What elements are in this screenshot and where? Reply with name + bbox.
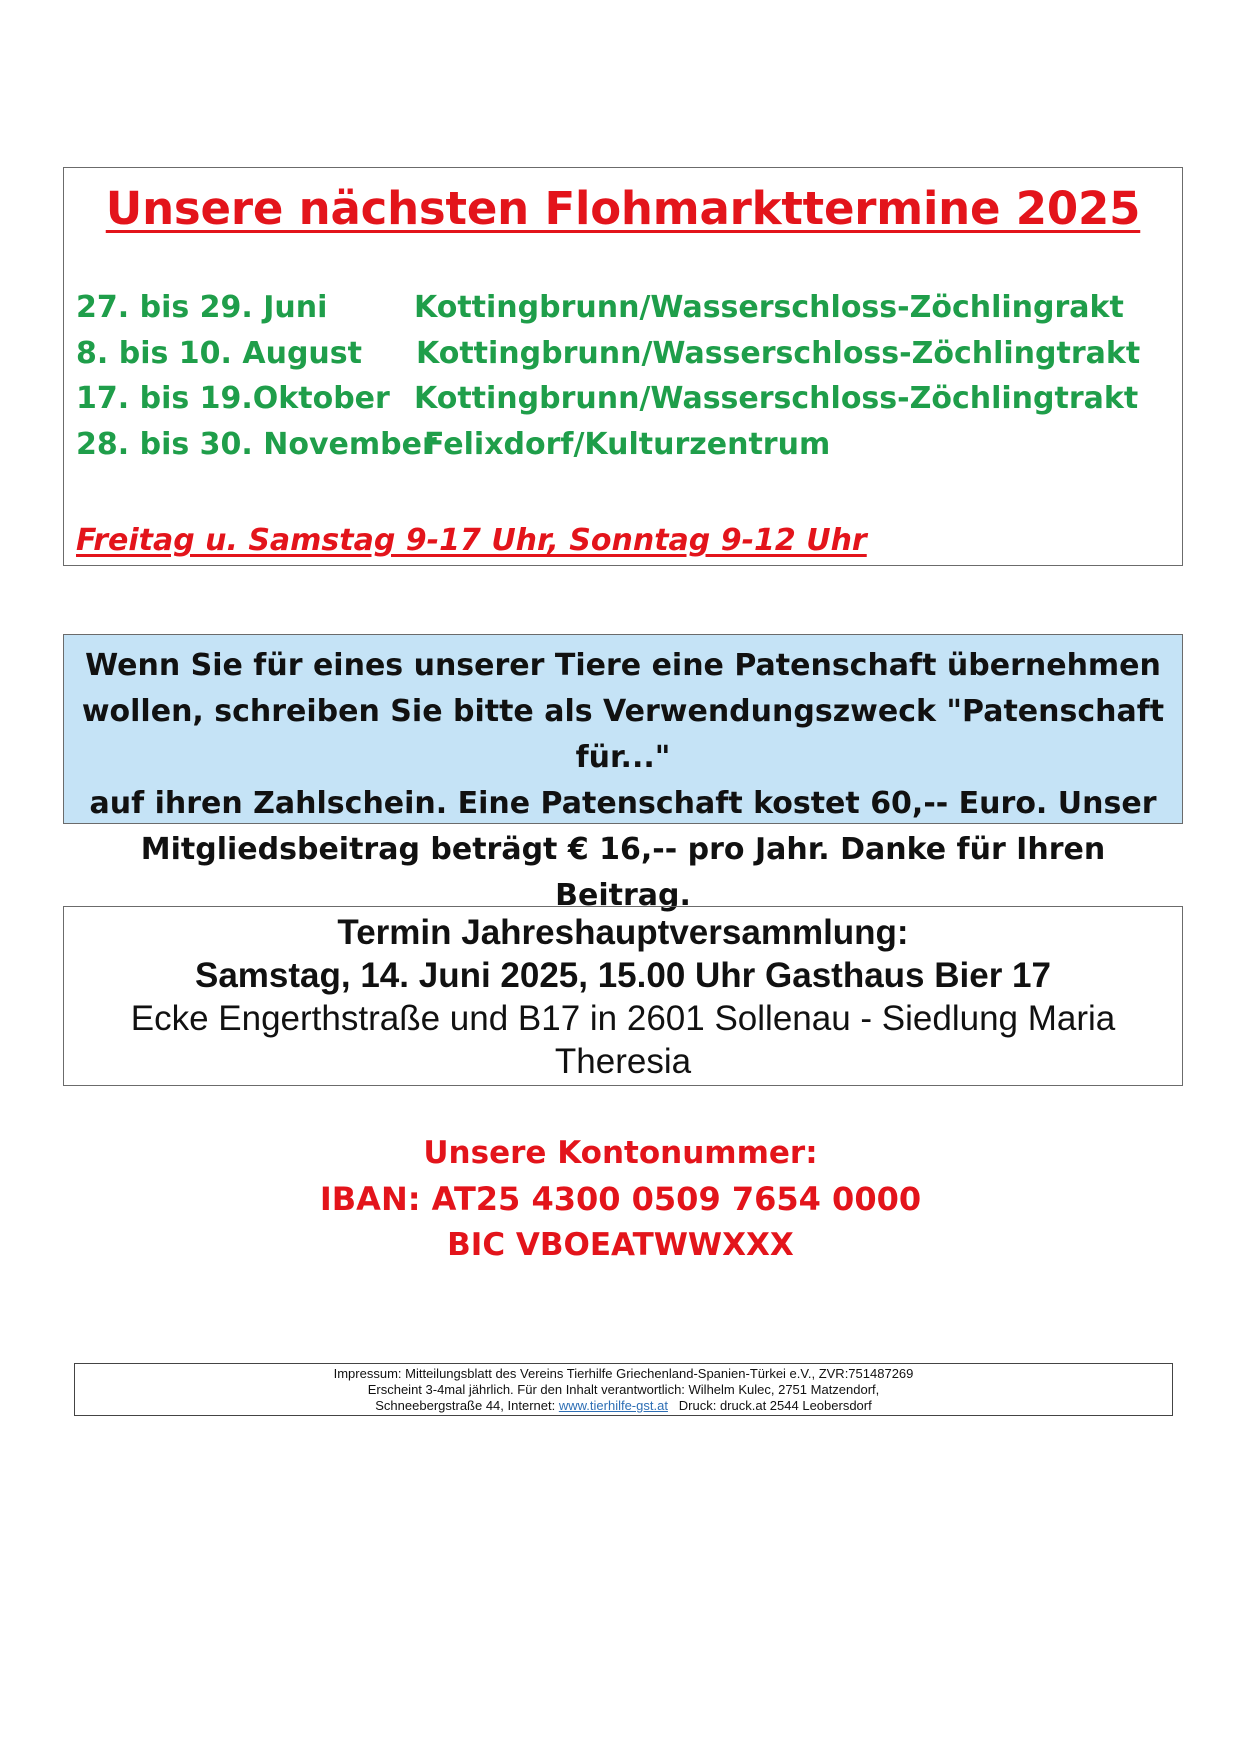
website-link[interactable]: www.tierhilfe-gst.at: [558, 1398, 668, 1413]
patenschaft-line: auf ihren Zahlschein. Eine Patenschaft kostet 60,-- Euro. Unser: [89, 786, 1157, 821]
patenschaft-box: [63, 634, 1183, 913]
bank-account: [0, 1130, 1241, 1268]
flohmarkt-title: Unsere nächsten Flohmarkttermine 2025: [105, 182, 1141, 235]
impressum-line: [75, 1398, 1172, 1414]
impressum-line: Erscheint 3-4mal jährlich. Für den Inhalt verantwortlich: Wilhelm Kulec, 2751 Matzendorf,: [367, 1382, 880, 1397]
bank-account-heading: Unsere Kontonummer:: [423, 1135, 818, 1171]
impressum-line: Impressum: Mitteilungsblatt des Vereins Tierhilfe Griechenland-Spanien-Türkei e.V., ZVR:751487269: [333, 1366, 914, 1381]
impressum-address: Schneebergstraße 44, Internet:: [375, 1398, 556, 1413]
jhv-title: Termin Jahreshauptversammlung:: [337, 913, 909, 952]
patenschaft-line: Mitgliedsbeitrag beträgt € 16,-- pro Jahr. Danke für Ihren Beitrag.: [140, 832, 1106, 913]
flohmarkt-location: Felixdorf/Kulturzentrum: [424, 427, 831, 462]
patenschaft-line: wollen, schreiben Sie bitte als Verwendungszweck "Patenschaft für...": [81, 694, 1165, 775]
jhv-address-line: Theresia: [554, 1042, 692, 1081]
iban: IBAN: AT25 4300 0509 7654 0000: [319, 1180, 922, 1218]
jhv-date: Samstag, 14. Juni 2025, 15.00 Uhr Gasthaus Bier 17: [195, 956, 1051, 995]
bic: BIC VBOEATWWXXX: [447, 1227, 794, 1263]
flohmarkt-location: Kottingbrunn/Wasserschloss-Zöchlingtrakt: [416, 336, 1141, 371]
impressum-print: Druck: druck.at 2544 Leobersdorf: [678, 1398, 872, 1413]
patenschaft-text: [70, 643, 1176, 919]
flohmarkt-location: Kottingbrunn/Wasserschloss-Zöchlingrakt: [414, 290, 1124, 325]
impressum-box: [74, 1363, 1173, 1416]
opening-hours: Freitag u. Samstag 9-17 Uhr, Sonntag 9-12 Uhr: [76, 523, 867, 558]
flohmarkt-date: 8. bis 10. August: [76, 336, 362, 371]
jahreshauptversammlung-box: [63, 906, 1183, 1086]
flohmarkt-date: 28. bis 30. November: [76, 427, 437, 462]
flohmarkt-location: Kottingbrunn/Wasserschloss-Zöchlingtrakt: [414, 381, 1139, 416]
flohmarkt-date: 17. bis 19.Oktober: [76, 381, 390, 416]
jhv-address-line: Ecke Engerthstraße und B17 in 2601 Sollenau - Siedlung Maria: [130, 999, 1116, 1038]
flohmarkt-date: 27. bis 29. Juni: [76, 290, 328, 325]
flohmarkt-box: [63, 167, 1183, 566]
jhv-address: [64, 997, 1182, 1083]
patenschaft-line: Wenn Sie für eines unserer Tiere eine Patenschaft übernehmen: [85, 648, 1161, 683]
